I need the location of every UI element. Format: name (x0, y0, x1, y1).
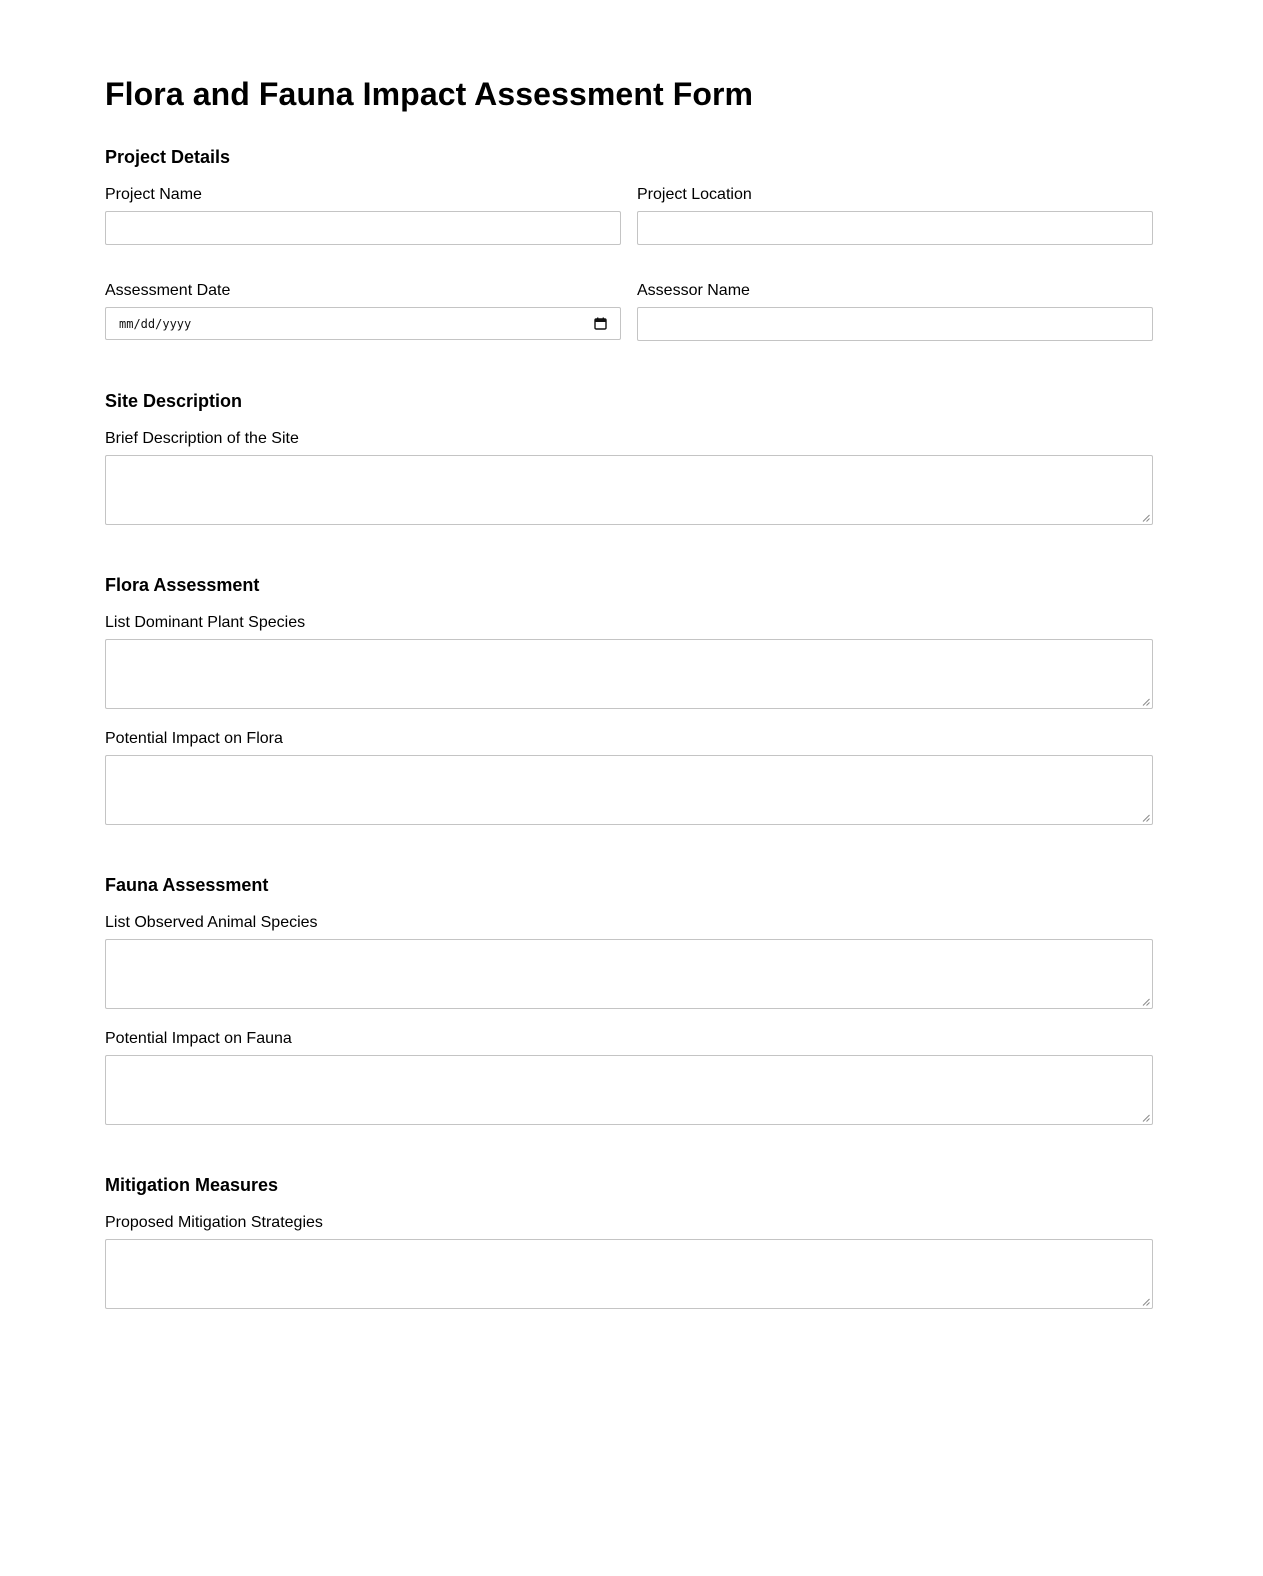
observed-animals-label: List Observed Animal Species (105, 914, 318, 931)
brief-description-label: Brief Description of the Site (105, 430, 299, 447)
impact-flora-label: Potential Impact on Flora (105, 730, 283, 747)
impact-flora-textarea[interactable] (105, 755, 1153, 825)
project-name-label: Project Name (105, 186, 202, 203)
calendar-icon[interactable] (594, 317, 607, 330)
resize-handle-icon[interactable] (1142, 514, 1150, 522)
assessment-date-input[interactable] (105, 307, 621, 340)
dominant-plants-textarea[interactable] (105, 639, 1153, 709)
assessor-name-field-group (637, 281, 1153, 341)
brief-description-textarea[interactable] (105, 455, 1153, 525)
project-name-input[interactable] (105, 211, 621, 245)
resize-handle-icon[interactable] (1142, 998, 1150, 1006)
resize-handle-icon[interactable] (1142, 814, 1150, 822)
dominant-plants-label: List Dominant Plant Species (105, 614, 306, 631)
observed-animals-field-group (105, 913, 1158, 1009)
assessment-date-label: Assessment Date (105, 282, 231, 299)
calendar-icon-graphic (594, 317, 607, 330)
resize-handle-icon[interactable] (1142, 698, 1150, 706)
section-title-flora-assessment: Flora Assessment (105, 575, 260, 595)
section-title-site-description: Site Description (105, 391, 243, 411)
dominant-plants-field-group (105, 613, 1158, 709)
section-title-fauna-assessment: Fauna Assessment (105, 875, 269, 895)
project-location-label: Project Location (637, 186, 752, 203)
resize-handle-icon[interactable] (1142, 1114, 1150, 1122)
mitigation-strategies-field-group (105, 1213, 1158, 1309)
page-title: Flora and Fauna Impact Assessment Form (105, 76, 754, 112)
mitigation-strategies-label: Proposed Mitigation Strategies (105, 1214, 323, 1231)
impact-fauna-textarea[interactable] (105, 1055, 1153, 1125)
mitigation-strategies-textarea[interactable] (105, 1239, 1153, 1309)
assessor-name-input[interactable] (637, 307, 1153, 341)
section-title-mitigation-measures: Mitigation Measures (105, 1175, 279, 1195)
assessment-date-placeholder: mm/dd/yyyy (119, 316, 192, 331)
impact-fauna-field-group (105, 1029, 1158, 1125)
project-name-field-group (105, 185, 621, 245)
project-location-field-group (637, 185, 1153, 245)
section-title-project-details: Project Details (105, 147, 231, 167)
impact-fauna-label: Potential Impact on Fauna (105, 1030, 292, 1047)
assessment-date-field-group (105, 281, 621, 341)
project-details-row-2 (105, 281, 1158, 341)
resize-handle-icon[interactable] (1142, 1298, 1150, 1306)
project-location-input[interactable] (637, 211, 1153, 245)
observed-animals-textarea[interactable] (105, 939, 1153, 1009)
impact-flora-field-group (105, 729, 1158, 825)
project-details-row-1 (105, 185, 1158, 245)
brief-description-field-group (105, 429, 1158, 525)
assessor-name-label: Assessor Name (637, 282, 750, 299)
